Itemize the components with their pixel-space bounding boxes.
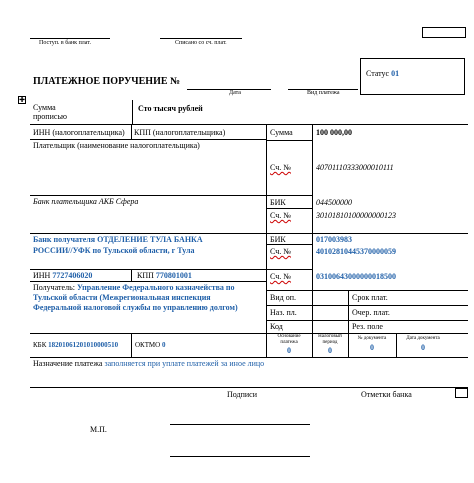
row-line-ops-2 [266,305,468,306]
sum-label: Сумма [270,128,293,137]
amount-words-label-2: прописью [33,112,68,121]
kbk: КБК 18201061201010000510 [33,341,119,349]
payer-kpp: КПП (налогоплательщика) [134,128,226,137]
amount-words-bottom-line [30,124,468,125]
srok-label: Срок плат. [352,293,388,302]
document-title: ПЛАТЕЖНОЕ ПОРУЧЕНИЕ № [33,76,181,87]
status-label: Статус 01 [366,69,400,78]
payer-name: Плательщик (наименование налогоплательщика) [33,141,200,150]
purpose-value: заполняется при уплате платежей за иное лицо [104,359,265,368]
basis-value: 0 [287,346,291,355]
docdate-label: Дата документа [406,336,440,341]
recipient-account-label: Сч. № [270,272,291,281]
docdate-value: 0 [421,343,425,352]
recipient-bank-label: Банк получателя [33,235,96,244]
docnum-label: № документа [357,336,387,341]
recipient-name-3: Федеральной налоговой службы по управлению долгом) [33,303,238,312]
basis-label: Основание платежа [277,334,301,345]
status-value: 01 [391,69,400,78]
ocher-label: Очер. плат. [352,308,390,317]
recipient-line-1 [33,283,235,292]
recipient-inn-value: 7727406020 [52,271,93,280]
tax-div-2 [266,333,267,357]
recipient-name-2: Тульской области (Межрегиональная инспекция [33,293,211,302]
signature-line-2 [170,456,310,457]
payer-inn: ИНН (налогоплательщика) [33,128,125,137]
payer-account-label: Сч. № [270,163,291,172]
row-line-tax-bottom [30,357,468,358]
row-line-inn [30,139,266,140]
recipient-bank-line-2: РОССИИ//УФК по Тульской области, г Тула [33,246,195,255]
row-line-recipient-bank [30,233,468,234]
grid-col-3 [348,290,349,334]
debited-date-line [160,38,242,39]
recipient-bank-line-1 [33,235,203,244]
row-line-bik-1 [266,195,312,196]
debited-label: Списано со сч. плат. [175,40,227,46]
row-line-payer-bank [30,195,266,196]
recipient-name-1: Управление Федерального казначейства по [76,283,235,292]
row-line-rbik [266,244,312,245]
purpose-label: Назначение платежа [33,359,103,368]
oktmo: ОКТМО 0 [135,341,166,349]
recipient-account-value: 03100643000000018500 [316,272,396,281]
received-label: Поступ. в банк плат. [39,40,91,46]
form-code-box [422,27,466,38]
kod-label: Код [270,322,283,331]
received-date-line [30,38,110,39]
recipient-kpp: КПП 770801001 [137,271,192,280]
kbk-value: 18201061201010000510 [48,341,119,349]
recipient-corr-label: Сч. № [270,247,291,256]
stamp-label: М.П. [90,425,107,434]
recipient-kpp-value: 770801001 [155,271,192,280]
signature-line-1 [170,424,310,425]
row-line-ops-3 [266,320,468,321]
payer-bik-value: 044500000 [316,198,352,207]
period-label: Налоговый период [318,334,342,345]
row-line-sum [266,140,312,141]
footer-corner-box [455,388,468,398]
purpose [33,359,264,368]
payer-bik-label: БИК [270,198,286,207]
amount-words-divider [132,100,133,124]
row-line-recipient-inn [30,269,266,270]
row-line-racc [266,269,312,270]
vid-op-label: Вид оп. [270,293,296,302]
oktmo-value: 0 [161,341,166,349]
purpose-bottom-line [30,387,468,388]
recipient-corr-value: 40102810445370000059 [316,247,396,256]
row-line-tax-top [30,333,468,334]
amount-words-label-1: Сумма [33,103,56,112]
grid-col-1 [266,124,267,334]
grid-col-2 [312,124,313,334]
amount-words-value: Сто тысяч рублей [138,104,203,113]
period-value: 0 [328,346,332,355]
grid-col-inn [131,124,132,139]
payment-type-label: Вид платежа [307,90,340,96]
date-label: Дата [229,90,241,96]
bank-marks-label: Отметки банка [361,390,412,399]
grid-col-inn-2 [131,269,132,281]
rez-label: Рез. поле [352,322,383,331]
recipient-bank-name-1: ОТДЕЛЕНИЕ ТУЛА БАНКА [97,235,203,244]
row-line-ops-1 [266,290,468,291]
recipient-label: Получатель: [33,283,75,292]
move-handle-icon[interactable]: ✚ [19,96,25,104]
row-line-recipient-name [30,281,266,282]
row-line-bik-corr [266,208,312,209]
payer-corr-value: 30101810100000000123 [316,211,396,220]
recipient-inn: ИНН 7727406020 [33,271,93,280]
signatures-label: Подписи [227,390,258,399]
payer-account-value: 40701110333000010111 [316,163,394,172]
recipient-bik-value: 017003983 [316,235,352,244]
sum-value: 100 000,00 [316,128,352,137]
recipient-bik-label: БИК [270,235,286,244]
tax-div-1 [131,333,132,357]
docnum-value: 0 [370,343,374,352]
naz-pl-label: Наз. пл. [270,308,297,317]
payer-bank: Банк плательщика АКБ Сфера [33,197,139,206]
payer-corr-label: Сч. № [270,211,291,220]
